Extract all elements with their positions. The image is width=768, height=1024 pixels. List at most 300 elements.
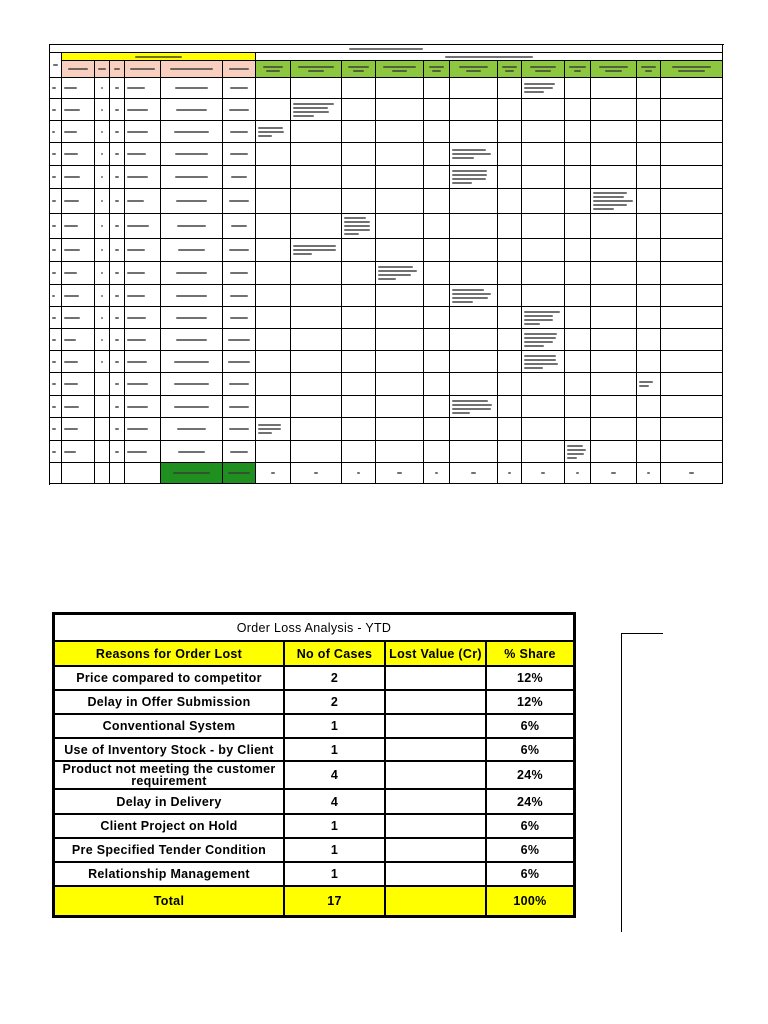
sheet-cell	[256, 239, 291, 262]
sheet-cell	[661, 329, 723, 351]
sheet-cell	[591, 262, 637, 285]
illegible-text	[524, 91, 544, 93]
sheet-cell	[522, 78, 565, 99]
illegible-text	[392, 70, 408, 72]
sheet-cell	[450, 351, 498, 373]
sheet-cell	[110, 239, 125, 262]
illegible-text	[647, 472, 649, 474]
illegible-text	[52, 383, 56, 385]
illegible-text	[64, 225, 78, 227]
sheet-cell	[498, 262, 522, 285]
sheet-cell	[62, 262, 95, 285]
sheet-cell	[50, 351, 62, 373]
sheet-cell	[424, 121, 450, 143]
sheet-cell	[50, 307, 62, 329]
sheet-cell	[161, 285, 223, 307]
illegible-text	[64, 317, 80, 319]
sheet-cell	[376, 373, 424, 396]
illegible-text	[567, 457, 577, 459]
sheet-cell	[95, 143, 110, 166]
row-cases: 4	[285, 790, 384, 813]
sheet-cell	[291, 78, 342, 99]
sheet-cell	[498, 373, 522, 396]
illegible-text	[115, 451, 119, 453]
sheet-cell	[498, 143, 522, 166]
illegible-text	[127, 428, 148, 430]
sheet-cell	[161, 99, 223, 121]
illegible-text	[599, 66, 629, 68]
illegible-text	[115, 361, 119, 363]
illegible-text	[64, 109, 80, 111]
sheet-cell	[424, 78, 450, 99]
sheet-cell	[256, 99, 291, 121]
sheet-cell	[565, 285, 591, 307]
sheet-cell	[223, 78, 256, 99]
sheet-cell	[450, 262, 498, 285]
sheet-cell	[62, 373, 95, 396]
sheet-cell	[95, 307, 110, 329]
sheet-cell	[125, 239, 161, 262]
illegible-text	[452, 412, 470, 414]
sheet-cell	[450, 78, 498, 99]
row-cases: 4	[285, 762, 384, 788]
sheet-cell	[110, 418, 125, 441]
sheet-cell	[291, 285, 342, 307]
sheet-cell	[450, 285, 498, 307]
sheet-cell	[565, 262, 591, 285]
sheet-cell	[591, 351, 637, 373]
illegible-text	[101, 87, 103, 89]
illegible-text	[357, 472, 361, 474]
illegible-text	[101, 131, 103, 133]
sheet-cell	[376, 143, 424, 166]
chart-frame	[621, 633, 663, 932]
illegible-text	[127, 200, 144, 202]
illegible-text	[64, 87, 77, 89]
illegible-text	[101, 153, 103, 155]
sheet-cell	[110, 396, 125, 418]
sheet-cell	[637, 239, 661, 262]
sheet-cell	[110, 262, 125, 285]
sheet-cell	[291, 307, 342, 329]
sheet-title-cell	[50, 45, 723, 53]
illegible-text	[176, 295, 207, 297]
total-cases: 17	[285, 887, 384, 915]
sheet-cell	[565, 463, 591, 484]
illegible-text	[230, 153, 247, 155]
illegible-text	[64, 428, 78, 430]
illegible-text	[176, 109, 207, 111]
illegible-text	[524, 333, 557, 335]
illegible-text	[176, 317, 206, 319]
illegible-text	[229, 249, 249, 251]
sheet-cell	[161, 307, 223, 329]
illegible-text	[114, 68, 121, 70]
sheet-cell	[95, 78, 110, 99]
sheet-cell	[376, 441, 424, 463]
sheet-header-cell	[223, 61, 256, 78]
sheet-cell	[256, 441, 291, 463]
sheet-cell	[95, 262, 110, 285]
illegible-text	[173, 472, 210, 474]
sheet-cell	[498, 78, 522, 99]
illegible-text	[127, 339, 146, 341]
illegible-text	[52, 153, 56, 155]
sheet-cell	[522, 351, 565, 373]
sheet-cell	[565, 189, 591, 214]
illegible-text	[64, 176, 80, 178]
row-reason: Delay in Delivery	[55, 790, 283, 813]
row-lost-value	[386, 739, 485, 760]
sheet-cell	[498, 166, 522, 189]
sheet-cell	[95, 329, 110, 351]
sheet-cell	[450, 214, 498, 239]
sheet-cell	[125, 262, 161, 285]
illegible-text	[52, 225, 56, 227]
sheet-cell	[522, 121, 565, 143]
illegible-text	[231, 225, 248, 227]
row-share: 6%	[487, 815, 573, 837]
illegible-text	[524, 323, 540, 325]
row-lost-value	[386, 863, 485, 885]
sheet-cell	[450, 396, 498, 418]
illegible-text	[228, 339, 250, 341]
sheet-cell	[450, 143, 498, 166]
illegible-text	[52, 131, 55, 133]
illegible-text	[378, 266, 413, 268]
sheet-header-cell	[50, 53, 62, 78]
illegible-text	[64, 131, 77, 133]
row-reason: Conventional System	[55, 715, 283, 737]
sheet-cell	[637, 214, 661, 239]
sheet-cell	[62, 441, 95, 463]
sheet-cell	[50, 78, 62, 99]
total-share: 100%	[487, 887, 573, 915]
sheet-cell	[62, 143, 95, 166]
illegible-text	[230, 295, 249, 297]
illegible-text	[452, 289, 484, 291]
row-lost-value	[386, 790, 485, 813]
illegible-text	[115, 225, 119, 227]
sheet-cell	[110, 99, 125, 121]
sheet-cell	[161, 189, 223, 214]
sheet-cell	[95, 189, 110, 214]
sheet-cell	[223, 239, 256, 262]
sheet-cell	[223, 262, 256, 285]
sheet-cell	[62, 307, 95, 329]
sheet-header-cell	[637, 61, 661, 78]
sheet-cell	[110, 214, 125, 239]
sheet-cell	[661, 351, 723, 373]
sheet-cell	[95, 285, 110, 307]
sheet-cell	[110, 121, 125, 143]
sheet-cell	[450, 166, 498, 189]
sheet-cell	[637, 463, 661, 484]
sheet-cell	[342, 239, 376, 262]
sheet-cell	[424, 214, 450, 239]
row-share: 6%	[487, 839, 573, 861]
sheet-cell	[161, 418, 223, 441]
illegible-text	[127, 361, 147, 363]
sheet-cell	[522, 441, 565, 463]
row-reason: Use of Inventory Stock - by Client	[55, 739, 283, 760]
illegible-text	[115, 109, 118, 111]
sheet-cell	[342, 463, 376, 484]
sheet-cell	[223, 285, 256, 307]
sheet-cell	[125, 214, 161, 239]
illegible-text	[176, 200, 206, 202]
sheet-cell	[62, 121, 95, 143]
sheet-cell	[125, 329, 161, 351]
sheet-cell	[291, 441, 342, 463]
illegible-text	[524, 319, 553, 321]
sheet-cell	[342, 166, 376, 189]
sheet-cell	[565, 99, 591, 121]
sheet-cell	[424, 239, 450, 262]
sheet-cell	[565, 78, 591, 99]
row-lost-value	[386, 762, 485, 788]
illegible-text	[452, 149, 486, 151]
sheet-cell	[637, 262, 661, 285]
sheet-cell	[291, 99, 342, 121]
sheet-cell	[342, 441, 376, 463]
illegible-text	[127, 295, 145, 297]
sheet-cell	[565, 166, 591, 189]
sheet-cell	[661, 373, 723, 396]
sheet-cell	[565, 418, 591, 441]
sheet-cell	[661, 262, 723, 285]
illegible-text	[52, 176, 56, 178]
illegible-text	[502, 66, 518, 68]
sheet-cell	[498, 418, 522, 441]
sheet-cell	[376, 285, 424, 307]
sheet-cell	[661, 166, 723, 189]
sheet-cell	[450, 373, 498, 396]
sheet-cell	[223, 373, 256, 396]
sheet-cell	[62, 214, 95, 239]
sheet-cell	[256, 307, 291, 329]
sheet-cell	[522, 262, 565, 285]
sheet-cell	[110, 285, 125, 307]
sheet-cell	[342, 99, 376, 121]
row-reason: Delay in Offer Submission	[55, 691, 283, 713]
sheet-cell	[522, 329, 565, 351]
illegible-text	[258, 131, 284, 133]
sheet-cell	[661, 239, 723, 262]
total-label: Total	[55, 887, 283, 915]
illegible-text	[174, 361, 210, 363]
sheet-cell	[223, 329, 256, 351]
illegible-text	[524, 337, 556, 339]
sheet-band-cell	[62, 53, 256, 61]
illegible-text	[429, 66, 445, 68]
sheet-cell	[50, 285, 62, 307]
row-share: 6%	[487, 863, 573, 885]
illegible-text	[452, 157, 474, 159]
illegible-text	[230, 131, 249, 133]
illegible-text	[344, 233, 359, 235]
row-share: 6%	[487, 739, 573, 760]
sheet-cell	[342, 262, 376, 285]
sheet-cell	[376, 214, 424, 239]
row-cases: 1	[285, 815, 384, 837]
illegible-text	[228, 472, 250, 474]
sheet-cell	[125, 78, 161, 99]
sheet-header-cell	[291, 61, 342, 78]
sheet-cell	[424, 396, 450, 418]
illegible-text	[101, 339, 103, 341]
sheet-cell	[110, 351, 125, 373]
illegible-text	[52, 249, 56, 251]
illegible-text	[639, 385, 649, 387]
sheet-header-cell	[498, 61, 522, 78]
illegible-text	[230, 272, 248, 274]
illegible-text	[127, 176, 148, 178]
illegible-text	[64, 272, 77, 274]
sheet-cell	[522, 143, 565, 166]
sheet-cell	[161, 78, 223, 99]
sheet-cell	[95, 239, 110, 262]
sheet-cell	[161, 396, 223, 418]
illegible-text	[52, 428, 56, 430]
sheet-cell	[50, 143, 62, 166]
illegible-text	[258, 135, 272, 137]
illegible-text	[229, 428, 249, 430]
illegible-text	[229, 68, 249, 70]
illegible-text	[678, 70, 704, 72]
sheet-cell	[223, 166, 256, 189]
sheet-cell	[125, 285, 161, 307]
row-lost-value	[386, 667, 485, 689]
sheet-cell	[637, 418, 661, 441]
illegible-text	[645, 70, 652, 72]
sheet-cell	[62, 463, 95, 484]
sheet-cell	[591, 143, 637, 166]
sheet-cell	[424, 351, 450, 373]
illegible-text	[383, 66, 416, 68]
illegible-text	[271, 472, 274, 474]
sheet-cell	[95, 166, 110, 189]
row-share: 24%	[487, 790, 573, 813]
sheet-cell	[62, 285, 95, 307]
illegible-text	[524, 345, 544, 347]
illegible-text	[349, 48, 423, 50]
row-cases: 1	[285, 715, 384, 737]
sheet-cell	[661, 441, 723, 463]
illegible-text	[64, 295, 79, 297]
sheet-cell	[424, 285, 450, 307]
illegible-text	[293, 253, 312, 255]
sheet-cell	[565, 121, 591, 143]
sheet-cell	[50, 239, 62, 262]
illegible-text	[452, 404, 492, 406]
illegible-text	[52, 295, 55, 297]
sheet-header-cell	[62, 61, 95, 78]
illegible-text	[452, 408, 491, 410]
sheet-cell	[498, 189, 522, 214]
sheet-cell	[450, 441, 498, 463]
illegible-text	[127, 131, 148, 133]
sheet-cell	[256, 351, 291, 373]
illegible-text	[115, 200, 119, 202]
illegible-text	[293, 107, 328, 109]
sheet-cell	[223, 189, 256, 214]
illegible-text	[101, 361, 104, 363]
illegible-text	[452, 174, 487, 176]
row-share: 12%	[487, 691, 573, 713]
sheet-cell	[125, 189, 161, 214]
column-header-share: % Share	[487, 642, 573, 665]
sheet-cell	[565, 143, 591, 166]
sheet-cell	[291, 239, 342, 262]
sheet-cell	[661, 396, 723, 418]
illegible-text	[127, 109, 148, 111]
sheet-cell	[223, 99, 256, 121]
sheet-header-cell	[95, 61, 110, 78]
sheet-cell	[591, 214, 637, 239]
sheet-cell	[110, 441, 125, 463]
sheet-header-cell	[342, 61, 376, 78]
sheet-cell	[342, 143, 376, 166]
illegible-text	[258, 127, 283, 129]
illegible-text	[178, 249, 206, 251]
row-reason: Product not meeting the customer requirement	[55, 762, 283, 788]
row-share: 12%	[487, 667, 573, 689]
sheet-cell	[637, 78, 661, 99]
sheet-cell	[256, 463, 291, 484]
sheet-cell	[498, 307, 522, 329]
sheet-cell	[125, 463, 161, 484]
illegible-text	[115, 131, 119, 133]
sheet-cell	[591, 189, 637, 214]
sheet-cell	[637, 396, 661, 418]
illegible-text	[64, 339, 76, 341]
illegible-text	[353, 70, 364, 72]
sheet-cell	[256, 121, 291, 143]
illegible-text	[127, 153, 146, 155]
illegible-text	[176, 339, 208, 341]
sheet-cell	[125, 373, 161, 396]
sheet-cell	[565, 396, 591, 418]
sheet-cell	[256, 418, 291, 441]
sheet-cell	[161, 351, 223, 373]
sheet-cell	[291, 121, 342, 143]
illegible-text	[127, 383, 148, 385]
illegible-text	[174, 406, 208, 408]
sheet-cell	[498, 351, 522, 373]
illegible-text	[175, 176, 207, 178]
sheet-cell	[565, 239, 591, 262]
illegible-text	[452, 153, 491, 155]
row-lost-value	[386, 691, 485, 713]
sheet-cell	[125, 307, 161, 329]
row-cases: 1	[285, 739, 384, 760]
sheet-cell	[498, 463, 522, 484]
illegible-text	[176, 272, 206, 274]
sheet-cell	[591, 99, 637, 121]
sheet-cell	[661, 463, 723, 484]
sheet-cell	[125, 396, 161, 418]
sheet-cell	[591, 121, 637, 143]
sheet-cell	[62, 78, 95, 99]
sheet-cell	[522, 285, 565, 307]
sheet-cell	[342, 351, 376, 373]
row-lost-value	[386, 839, 485, 861]
illegible-text	[432, 70, 441, 72]
illegible-text	[435, 472, 437, 474]
illegible-text	[344, 221, 370, 223]
sheet-cell	[256, 329, 291, 351]
